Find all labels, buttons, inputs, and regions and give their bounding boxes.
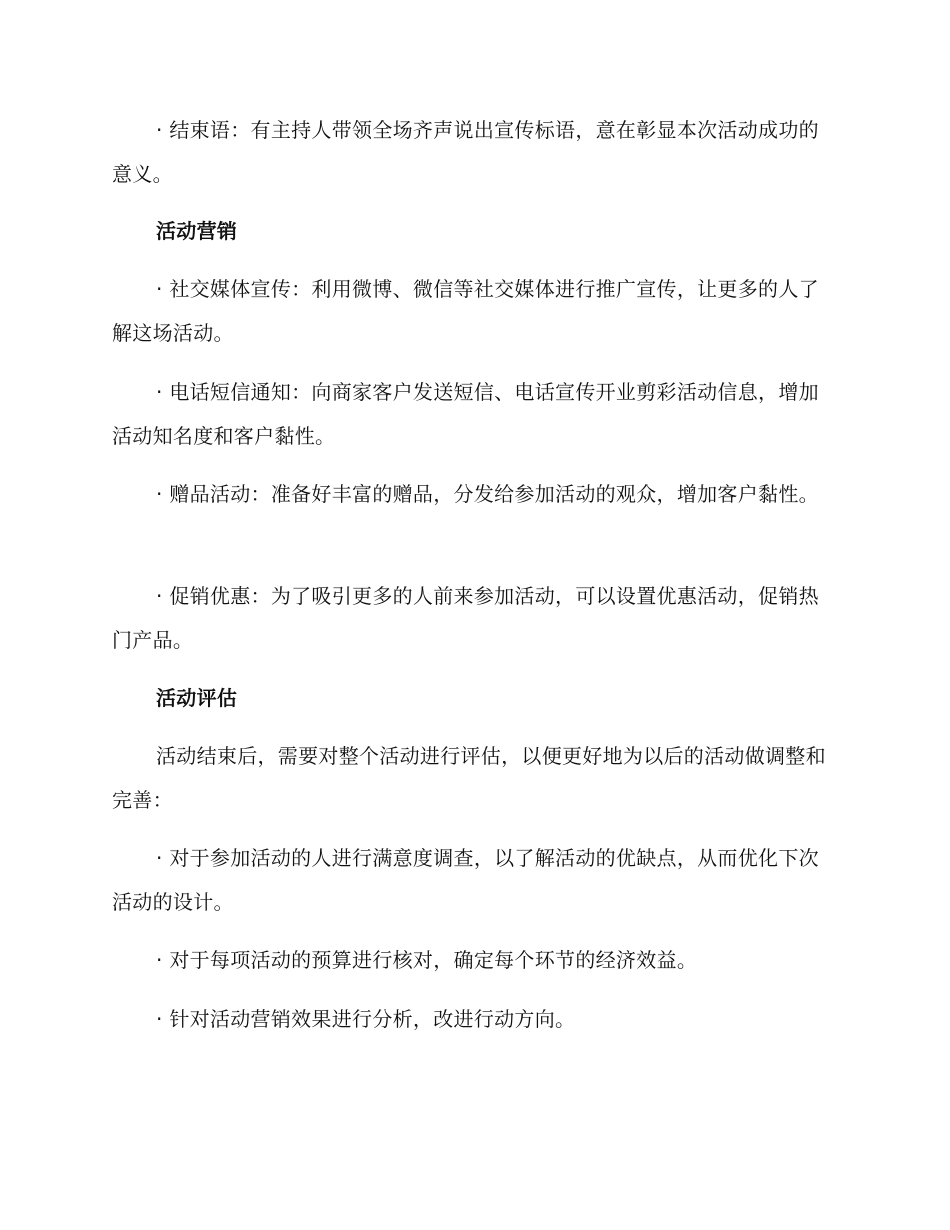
sms-notice-item: · 电话短信通知：向商家客户发送短信、电话宣传开业剪彩活动信息，增加活动知名度和客户黏性。 [112,380,819,448]
gift-activity-item: · 赠品活动：准备好丰富的赠品，分发给参加活动的观众，增加客户黏性。 [156,482,819,506]
evaluation-heading: 活动评估 [156,686,238,710]
closing-remarks-item: · 结束语：有主持人带领全场齐声说出宣传标语，意在彰显本次活动成功的意义。 [112,118,819,186]
marketing-analysis-item: · 针对活动营销效果进行分析，改进行动方向。 [156,1007,576,1031]
promotion-item: · 促销优惠：为了吸引更多的人前来参加活动，可以设置优惠活动，促销热门产品。 [112,584,819,652]
social-media-item: · 社交媒体宣传：利用微博、微信等社交媒体进行推广宣传，让更多的人了解这场活动。 [112,277,819,345]
evaluation-intro: 活动结束后，需要对整个活动进行评估，以便更好地为以后的活动做调整和完善： [112,744,826,812]
marketing-heading: 活动营销 [156,219,238,243]
budget-check-item: · 对于每项活动的预算进行核对，确定每个环节的经济效益。 [156,948,698,972]
satisfaction-survey-item: · 对于参加活动的人进行满意度调查，以了解活动的优缺点，从而优化下次活动的设计。 [112,846,819,914]
